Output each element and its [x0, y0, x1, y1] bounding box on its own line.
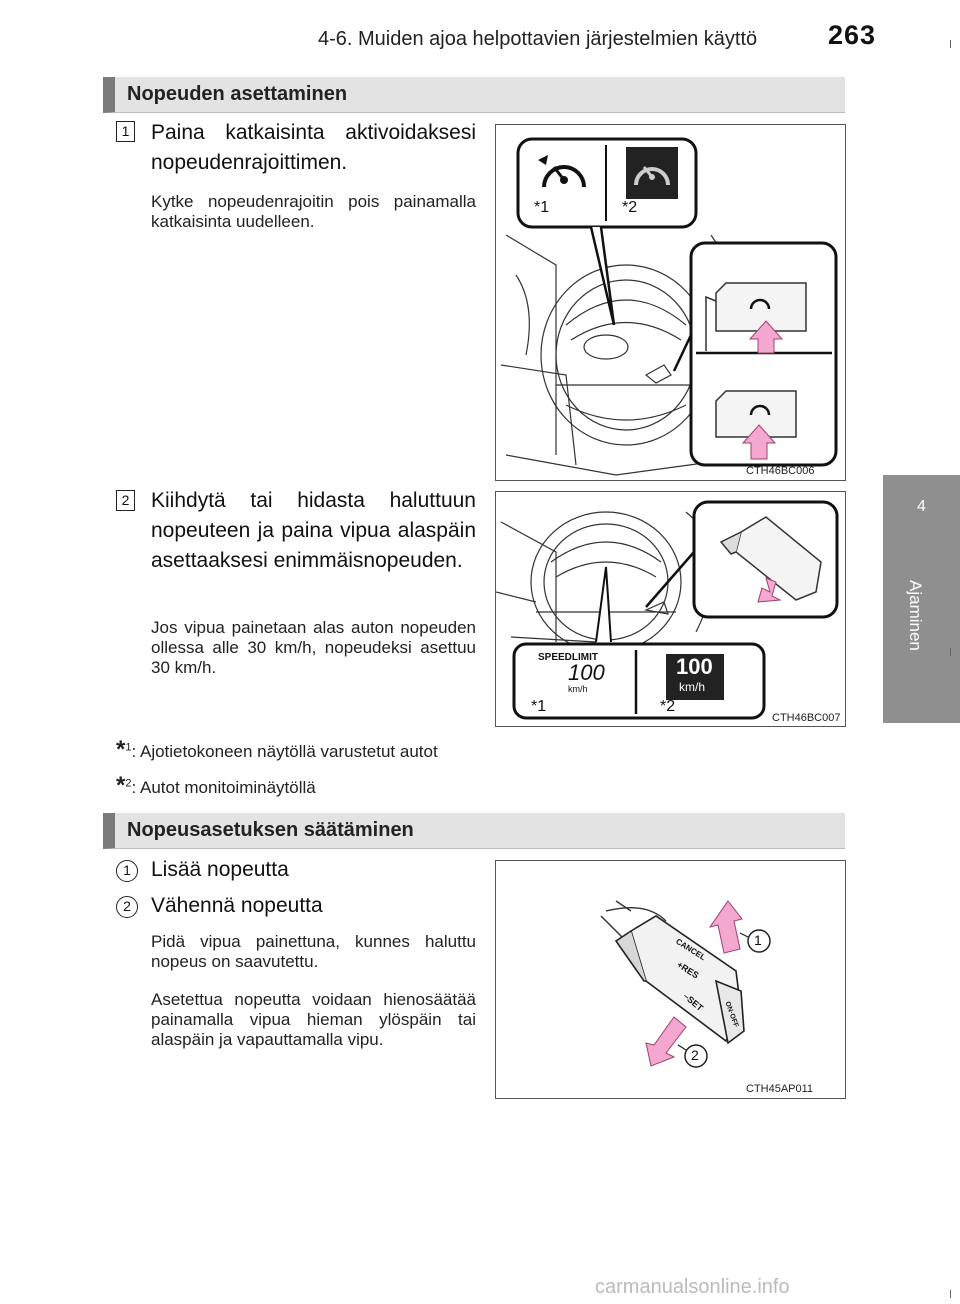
step-number-box: 2: [116, 490, 135, 511]
edge-tick: [950, 1290, 951, 1298]
lever-label-onoff: ON·OFF: [723, 1000, 740, 1029]
speedlimit-label: SPEEDLIMIT: [538, 652, 599, 663]
speed-unit-large: km/h: [679, 680, 706, 694]
chapter-number: 4: [917, 498, 926, 515]
footnote-marker: *: [116, 772, 126, 799]
footnote-sup: 2: [125, 777, 132, 790]
figure-set-lever: [495, 491, 846, 727]
header-title: 4-6. Muiden ajoa helpottavien järjestelmien käyttö: [318, 28, 758, 50]
section-title: Nopeuden asettaminen: [127, 83, 348, 105]
footnote: [116, 736, 438, 764]
lever-label-cancel: CANCEL: [674, 936, 708, 963]
section-heading: [103, 77, 845, 113]
figure-lever-adjust: [495, 860, 846, 1099]
speed-limiter-icon-inverse: [626, 147, 678, 199]
label-star-1: *1: [531, 698, 547, 715]
section-title: Nopeusasetuksen säätäminen: [127, 819, 414, 841]
footnote-sup: 1: [125, 741, 132, 754]
item-number-circle: 1: [116, 860, 138, 882]
figure-speed-limiter-switch: [495, 124, 846, 481]
item-text: Vähennä nopeutta: [151, 894, 323, 917]
step-text: Kiihdytä tai hidasta haluttuun nopeuteen ja paina vipua alaspäin asettaaksesi enimmäisnopeuden.: [151, 489, 476, 572]
figure-illustration: [496, 861, 845, 1098]
label-star-2: *2: [660, 698, 676, 715]
step-text: Paina katkaisinta aktivoidaksesi nopeudenrajoittimen.: [151, 121, 476, 174]
speed-unit-small: km/h: [568, 684, 588, 694]
callout-2: 2: [691, 1047, 699, 1063]
footnote-text: : Ajotietokoneen näytöllä varustetut autot: [131, 742, 438, 761]
note: Asetettua nopeutta voidaan hienosäätää painamalla vipua hieman ylöspäin tai alaspäin ja vapauttamalla vipu.: [151, 990, 476, 1049]
edge-tick: [950, 648, 951, 656]
step-note: Kytke nopeudenrajoitin pois painamalla katkaisinta uudelleen.: [151, 192, 476, 231]
section-heading: [103, 813, 845, 849]
speed-value-small: 100: [568, 660, 605, 685]
lever-label-res: +RES: [675, 959, 701, 981]
item-number-circle: 2: [116, 896, 138, 918]
footnote: [116, 772, 316, 800]
increase-arrow: [710, 901, 742, 953]
item-text: Lisää nopeutta: [151, 858, 289, 881]
callout-1: 1: [754, 932, 762, 948]
step-number-box: 1: [116, 121, 135, 142]
chapter-label: Ajaminen: [906, 580, 925, 651]
footnote-marker: *: [116, 736, 126, 763]
watermark: carmanualsonline.info: [595, 1276, 790, 1298]
label-star-2: *2: [622, 199, 638, 216]
decrease-arrow: [646, 1017, 686, 1066]
figure-code: CTH45AP011: [746, 1083, 814, 1095]
page-number: 263: [828, 20, 877, 50]
step-note: Jos vipua painetaan alas auton nopeuden ollessa alle 30 km/h, nopeudeksi asettuu 30 km/h.: [151, 618, 476, 677]
figure-code: CTH46BC007: [772, 712, 841, 724]
figure-code: CTH46BC006: [746, 465, 815, 477]
label-star-1: *1: [534, 199, 550, 216]
note: Pidä vipua painettuna, kunnes haluttu nopeus on saavutettu.: [151, 932, 476, 971]
footnote-text: : Autot monitoiminäytöllä: [131, 778, 316, 797]
figure-illustration: [496, 492, 845, 726]
figure-illustration: [496, 125, 845, 480]
lever-label-set: –SET: [681, 990, 706, 1014]
edge-tick: [950, 40, 951, 48]
speed-value-large: 100: [676, 654, 713, 679]
